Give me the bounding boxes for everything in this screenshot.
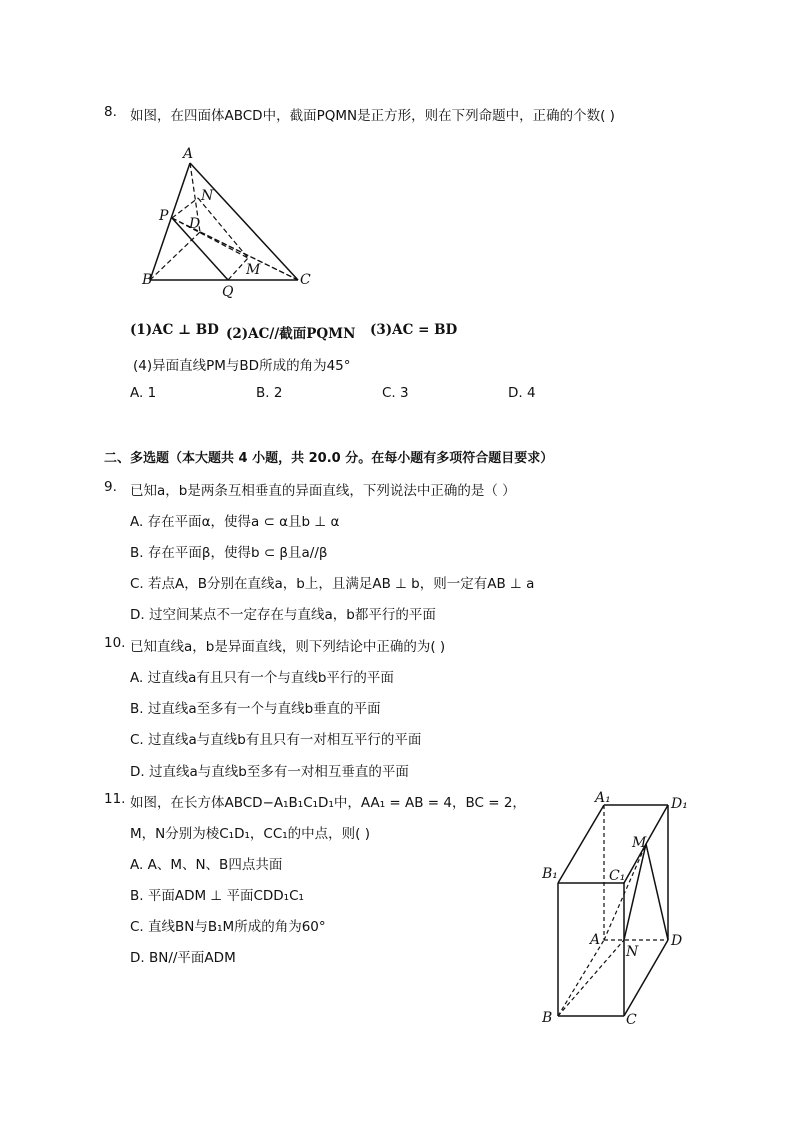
label-N: N [201,188,214,204]
label-A: A [183,146,194,162]
q9-number: 9. [104,479,117,495]
q11-number: 11. [104,791,126,807]
label-C1: C₁ [609,868,626,884]
q10-option-d: D. 过直线a与直线b至多有一对相互垂直的平面 [130,764,409,780]
q9-option-b: B. 存在平面β，使得b ⊂ β且a//β [130,545,328,561]
q10-option-b: B. 过直线a至多有一个与直线b垂直的平面 [130,701,381,717]
q8-tetrahedron-figure [140,140,330,300]
q10-text: 已知直线a，b是异面直线，则下列结论中正确的为( ) [130,639,446,655]
q10-option-c: C. 过直线a与直线b有且只有一对相互平行的平面 [130,732,422,748]
label-P: P [159,208,169,224]
label-A: A [590,932,601,948]
q9-option-d: D. 过空间某点不一定存在与直线a，b都平行的平面 [130,607,436,623]
label-C: C [626,1012,637,1028]
q8-statement-1: (1)AC ⊥ BD [130,322,219,338]
q11-option-c: C. 直线BN与B₁M所成的角为60° [130,919,326,935]
q11-option-d: D. BN//平面ADM [130,950,236,966]
q8-option-a: A. 1 [130,385,157,401]
label-B1: B₁ [542,866,558,882]
q8-option-d: D. 4 [508,385,536,401]
q8-statement-3: (3)AC = BD [370,322,458,338]
q11-text-line2: M，N分别为棱C₁D₁，CC₁的中点，则( ) [130,826,370,842]
label-B: B [142,272,153,288]
label-Q: Q [222,284,234,300]
label-B: B [542,1010,553,1026]
label-N: N [626,944,639,960]
q8-statement-4: (4)异面直线PM与BD所成的角为45° [133,358,351,374]
q10-option-a: A. 过直线a有且只有一个与直线b平行的平面 [130,670,394,686]
label-D1: D₁ [671,796,688,812]
q11-text-line1: 如图，在长方体ABCD−A₁B₁C₁D₁中，AA₁ = AB = 4，BC = 2， [130,795,526,811]
q8-text: 如图，在四面体ABCD中，截面PQMN是正方形，则在下列命题中，正确的个数( ) [130,108,615,124]
q9-option-c: C. 若点A，B分别在直线a，b上，且满足AB ⊥ b，则一定有AB ⊥ a [130,576,535,592]
q9-option-a: A. 存在平面α，使得a ⊂ α且b ⊥ α [130,514,340,530]
q8-number: 8. [104,104,117,120]
label-M: M [632,835,647,851]
label-D: D [671,933,683,949]
q10-number: 10. [104,635,126,651]
q11-option-a: A. A、M、N、B四点共面 [130,857,283,873]
q9-text: 已知a，b是两条互相垂直的异面直线，下列说法中正确的是（ ） [130,483,516,499]
q11-cuboid-figure [538,790,698,1030]
q8-option-b: B. 2 [256,385,283,401]
section-2-header: 二、多选题（本大题共 4 小题，共 20.0 分。在每小题有多项符合题目要求） [104,451,554,466]
label-C: C [300,272,311,288]
q8-statement-2: (2)AC//截面PQMN [226,326,356,342]
q8-option-c: C. 3 [382,385,409,401]
label-D: D [189,216,201,232]
label-M: M [246,262,261,278]
label-A1: A₁ [595,790,611,806]
q11-option-b: B. 平面ADM ⊥ 平面CDD₁C₁ [130,888,304,904]
